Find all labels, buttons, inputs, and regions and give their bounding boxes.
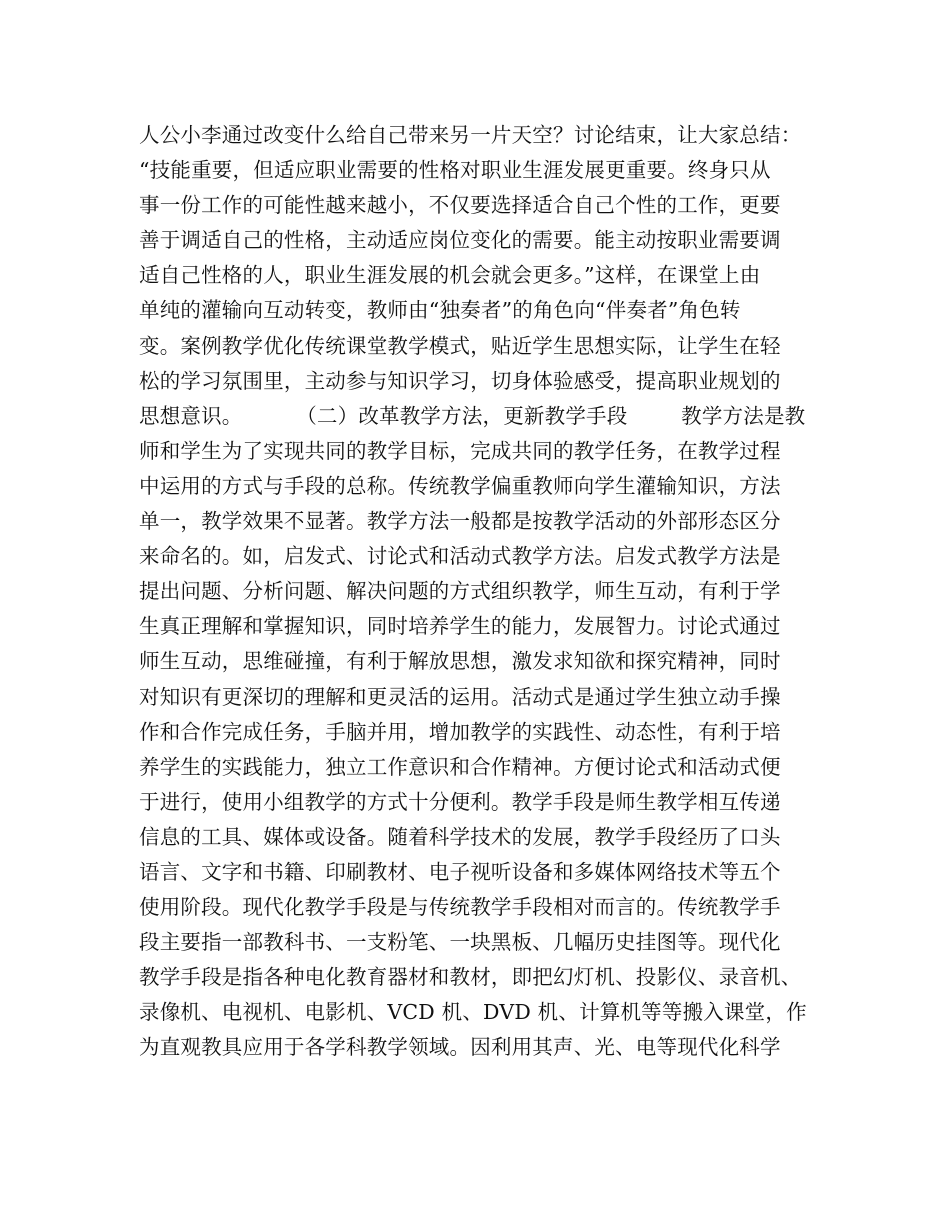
- text-line: 教学手段是指各种电化教育器材和教材，即把幻灯机、投影仪、录音机、: [139, 965, 802, 990]
- text-line: 为直观教具应用于各学科教学领域。因利用其声、光、电等现代化科学: [139, 1035, 781, 1060]
- text-line: 事一份工作的可能性越来越小，不仅要选择适合自己个性的工作，更要: [139, 193, 781, 218]
- text-line: 于进行，使用小组教学的方式十分便利。教学手段是师生教学相互传递: [139, 789, 781, 814]
- text-line: 单纯的灌输向互动转变，教师由“独奏者”的角色向“伴奏者”角色转: [139, 298, 741, 323]
- text-line: 变。案例教学优化传统课堂教学模式，贴近学生思想实际，让学生在轻: [139, 333, 781, 358]
- text-line: 单一，教学效果不显著。教学方法一般都是按教学活动的外部形态区分: [139, 509, 781, 534]
- text-line: 语言、文字和书籍、印刷教材、电子视听设备和多媒体网络技术等五个: [139, 859, 781, 884]
- text-line: 来命名的。如，启发式、讨论式和活动式教学方法。启发式教学方法是: [139, 544, 781, 569]
- text-line: 作和合作完成任务，手脑并用，增加教学的实践性、动态性，有利于培: [139, 719, 781, 744]
- text-line: 段主要指一部教科书、一支粉笔、一块黑板、几幅历史挂图等。现代化: [139, 930, 781, 955]
- text-line: 使用阶段。现代化教学手段是与传统教学手段相对而言的。传统教学手: [139, 895, 781, 920]
- text-line: 人公小李通过改变什么给自己带来另一片天空？讨论结束，让大家总结：: [139, 123, 802, 147]
- text-line: 中运用的方式与手段的总称。传统教学偏重教师向学生灌输知识，方法: [139, 473, 781, 498]
- text-line: 生真正理解和掌握知识，同时培养学生的能力，发展智力。讨论式通过: [139, 614, 781, 639]
- text-line: 对知识有更深切的理解和更灵活的运用。活动式是通过学生独立动手操: [139, 684, 781, 709]
- text-line: 思想意识。 （二）改革教学方法，更新教学手段 教学方法是教: [139, 403, 806, 428]
- text-line: “技能重要，但适应职业需要的性格对职业生涯发展更重要。终身只从: [139, 158, 771, 183]
- text-line: 适自己性格的人，职业生涯发展的机会就会更多。”这样，在课堂上由: [139, 263, 761, 288]
- text-line: 养学生的实践能力，独立工作意识和合作精神。方便讨论式和活动式便: [139, 754, 781, 779]
- text-line: 录像机、电视机、电影机、VCD 机、DVD 机、计算机等等搬入课堂，作: [139, 1000, 807, 1025]
- text-line: 师和学生为了实现共同的教学目标，完成共同的教学任务，在教学过程: [139, 438, 781, 463]
- text-line: 松的学习氛围里，主动参与知识学习，切身体验感受，提高职业规划的: [139, 368, 781, 393]
- body-text: [139, 118, 839, 1066]
- text-line: 信息的工具、媒体或设备。随着科学技术的发展，教学手段经历了口头: [139, 824, 781, 849]
- text-line: 善于调适自己的性格，主动适应岗位变化的需要。能主动按职业需要调: [139, 228, 781, 253]
- text-line: 师生互动，思维碰撞，有利于解放思想，激发求知欲和探究精神，同时: [139, 649, 781, 674]
- text-line: 提出问题、分析问题、解决问题的方式组织教学，师生互动，有利于学: [139, 579, 781, 604]
